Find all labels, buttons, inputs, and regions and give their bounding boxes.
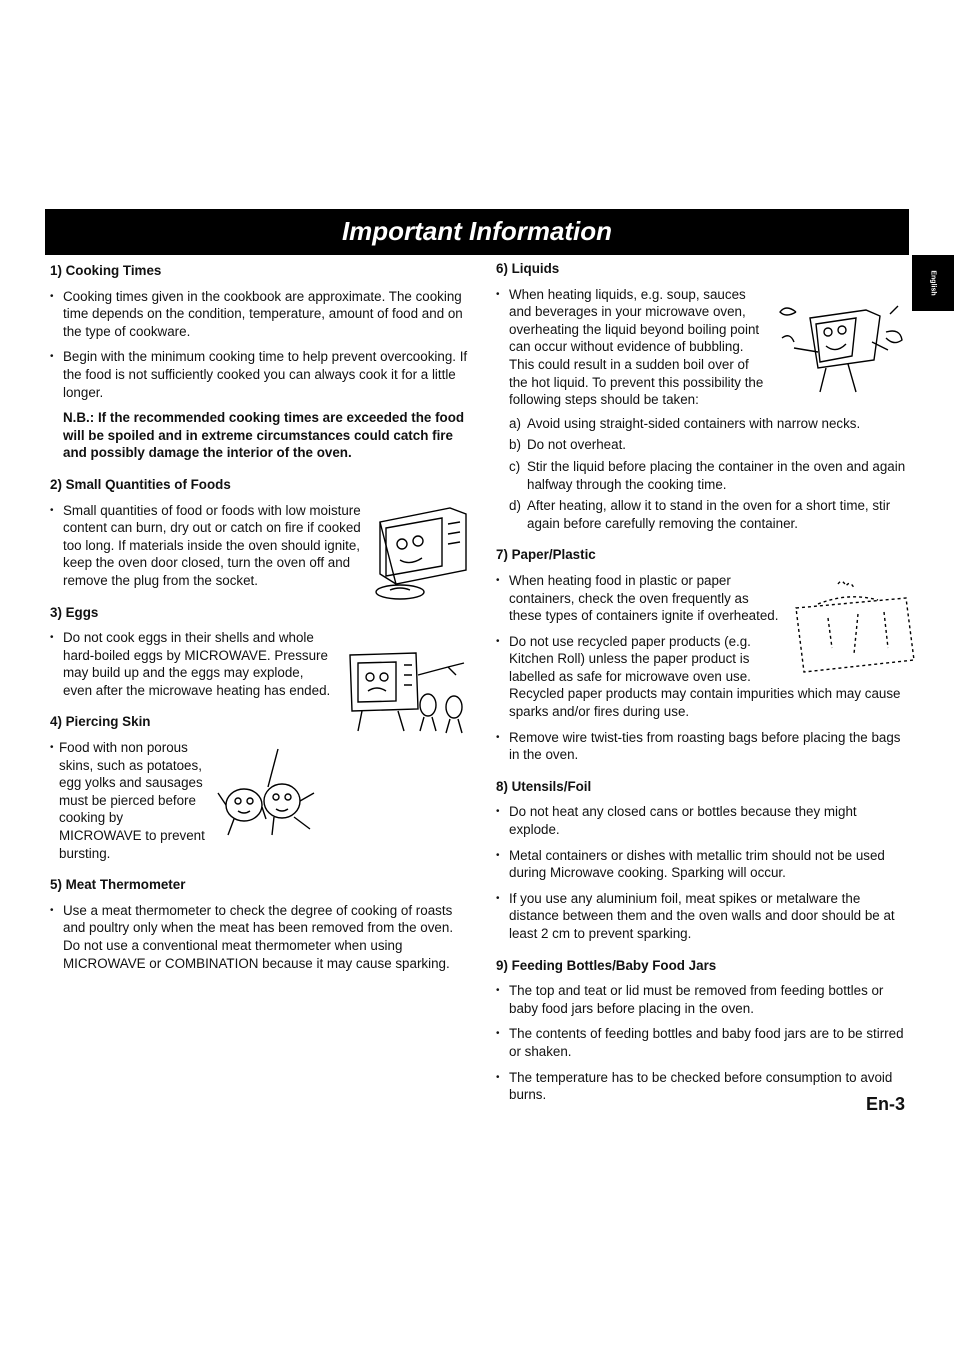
section-paper-plastic bbox=[496, 546, 908, 764]
section-meat-thermometer bbox=[50, 876, 472, 972]
list-item: • Begin with the minimum cooking time to help prevent overcooking. If the food is not sufficiently cooked you can always cook it for a little longer. bbox=[50, 348, 472, 401]
list-item: • Cooking times given in the cookbook are approximate. The cooking time depends on the condition, temperature, amount of food and on the type of cookware. bbox=[50, 288, 472, 341]
oven-character-eggs-illustration bbox=[338, 645, 472, 737]
section-heading: 2) Small Quantities of Foods bbox=[50, 476, 231, 492]
list-item: • The top and teat or lid must be removed from feeding bottles or baby food jars before placing in the oven. bbox=[496, 982, 908, 1017]
step-text: Do not overheat. bbox=[527, 437, 627, 453]
language-tab bbox=[912, 255, 954, 311]
list-item bbox=[496, 286, 908, 409]
section-heading: 4) Piercing Skin bbox=[50, 714, 151, 730]
list-item bbox=[50, 739, 472, 862]
step-label: d) bbox=[509, 498, 521, 514]
page-number: En-3 bbox=[866, 1094, 906, 1114]
warning-note: N.B.: If the recommended cooking times are exceeded the food will be spoiled and in extreme circumstances could catch fire and possibly damage the interior of the oven. bbox=[63, 410, 465, 461]
list-item: • If you use any aluminium foil, meat spikes or metalware the distance between them and the oven walls and door should be at least 2 cm to prevent sparking. bbox=[496, 890, 908, 943]
list-item-text: Food with non porous skins, such as potatoes, egg yolks and sausages must be pierced before cooking by MICROWAVE to prevent bursting. bbox=[59, 740, 205, 861]
list-item: • Do not heat any closed cans or bottles because they might explode. bbox=[496, 803, 908, 838]
list-item: • Remove wire twist-ties from roasting bags before placing the bags in the oven. bbox=[496, 729, 908, 764]
step-item bbox=[509, 415, 908, 433]
step-text: Avoid using straight-sided containers with narrow necks. bbox=[527, 415, 861, 431]
right-column bbox=[496, 260, 908, 1118]
section-heading: 6) Liquids bbox=[496, 261, 560, 276]
liquids-steps bbox=[509, 415, 908, 533]
list-item: • The temperature has to be checked before consumption to avoid burns. bbox=[496, 1069, 908, 1104]
section-eggs bbox=[50, 604, 472, 700]
section-feeding-bottles bbox=[496, 957, 908, 1104]
section-heading: 7) Paper/Plastic bbox=[496, 547, 596, 563]
page-title: Important Information bbox=[341, 216, 613, 246]
title-bar bbox=[45, 209, 909, 255]
language-tab-label: English bbox=[929, 270, 937, 296]
list-item-text: When heating food in plastic or paper containers, check the oven frequently as these types of containers ignite if overheated. bbox=[509, 572, 779, 624]
list-item: • Use a meat thermometer to check the degree of cooking of roasts and poultry only when the meat has been removed from the oven. Do not use a conventional meat thermometer when using MICROWAVE or COMBINATION because it may cause sparking. bbox=[50, 902, 472, 972]
section-utensils-foil bbox=[496, 778, 908, 943]
list-item bbox=[496, 572, 908, 625]
section-small-quantities bbox=[50, 476, 472, 590]
list-item: • The contents of feeding bottles and baby food jars are to be stirred or shaken. bbox=[496, 1025, 908, 1060]
section-heading: 1) Cooking Times bbox=[50, 263, 162, 278]
step-item bbox=[509, 436, 908, 454]
section-heading: 9) Feeding Bottles/Baby Food Jars bbox=[496, 957, 717, 973]
section-heading: 3) Eggs bbox=[50, 604, 99, 620]
list-item-text: Do not cook eggs in their shells and whole hard-boiled eggs by MICROWAVE. Pressure may build up and the eggs may explode, even after the microwave heating has ended. bbox=[63, 630, 331, 698]
list-item bbox=[50, 502, 472, 590]
section-cooking-times bbox=[50, 262, 472, 462]
left-column bbox=[50, 262, 472, 986]
pierced-food-characters-illustration bbox=[214, 747, 332, 839]
list-item: • Metal containers or dishes with metallic trim should not be used during Microwave cooking. Sparking will occur. bbox=[496, 847, 908, 882]
section-heading: 5) Meat Thermometer bbox=[50, 877, 186, 893]
step-label: b) bbox=[509, 437, 521, 453]
list-item-text: Small quantities of food or foods with low moisture content can burn, dry out or catch on fire if cooked too long. If materials inside the oven should ignite, keep the oven door closed, turn the oven off and remove the plug from the socket. bbox=[63, 502, 361, 588]
step-item bbox=[509, 458, 908, 493]
boiling-liquid-character-illustration bbox=[776, 302, 904, 398]
step-item bbox=[509, 497, 908, 532]
list-item: • Do not use recycled paper products (e.g. Kitchen Roll) unless the paper product is labelled as safe for microwave oven use. Recycled paper products may contain impurities which may cause sparks and/or fires during use. bbox=[496, 633, 908, 721]
step-label: a) bbox=[509, 415, 521, 431]
step-label: c) bbox=[509, 458, 521, 474]
step-text: After heating, allow it to stand in the oven for a short time, stir again before carefully removing the container. bbox=[527, 498, 891, 531]
list-item-text: When heating liquids, e.g. soup, sauces and beverages in your microwave oven, overheating the liquid beyond boiling point can occur without evidence of bubbling. This could result in a sudden boil over of the hot liquid. To prevent this possibility the following steps should be taken: bbox=[509, 286, 764, 408]
list-item bbox=[50, 629, 472, 699]
section-heading: 8) Utensils/Foil bbox=[496, 778, 592, 794]
oven-character-plate-illustration bbox=[370, 504, 472, 604]
section-liquids bbox=[496, 260, 908, 532]
step-text: Stir the liquid before placing the container in the oven and again halfway through the cooking time. bbox=[527, 458, 906, 492]
